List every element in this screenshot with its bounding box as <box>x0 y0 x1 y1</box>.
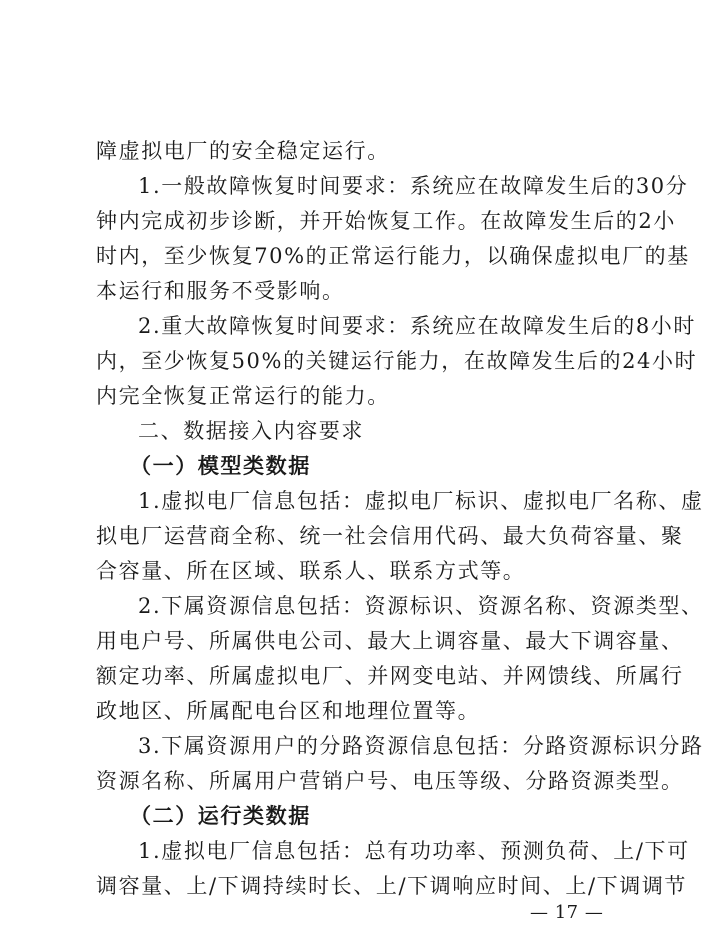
text-line-13: 合容量、所在区域、联系人、联系方式等。 <box>96 559 526 583</box>
text-line-1: 障虚拟电厂的安全稳定运行。 <box>96 139 390 163</box>
text-line-12: 拟电厂运营商全称、统一社会信用代码、最大负荷容量、聚 <box>96 524 684 548</box>
subsection-heading-model-data: （一）模型类数据 <box>130 453 311 478</box>
text-line-5: 本运行和服务不受影响。 <box>96 279 345 303</box>
page-number: — 17 — <box>530 902 604 923</box>
section-heading-data-access: 二、数据接入内容要求 <box>138 419 364 443</box>
text-line-19: 资源名称、所属用户营销户号、电压等级、分路资源类型。 <box>96 769 684 793</box>
text-line-8: 内完全恢复正常运行的能力。 <box>96 384 390 408</box>
text-line-11: 1.虚拟电厂信息包括：虚拟电厂标识、虚拟电厂名称、虚 <box>138 489 704 513</box>
text-line-2: 1.一般故障恢复时间要求：系统应在故障发生后的30分 <box>138 174 689 198</box>
text-line-3: 钟内完成初步诊断，并开始恢复工作。在故障发生后的2小 <box>96 209 676 233</box>
text-line-15: 用电户号、所属供电公司、最大上调容量、最大下调容量、 <box>96 629 684 653</box>
subsection-heading-operation-data: （二）运行类数据 <box>130 803 311 828</box>
text-line-16: 额定功率、所属虚拟电厂、并网变电站、并网馈线、所属行 <box>96 664 684 688</box>
text-line-17: 政地区、所属配电台区和地理位置等。 <box>96 699 481 723</box>
text-line-7: 内，至少恢复50%的关键运行能力，在故障发生后的24小时 <box>96 349 698 373</box>
text-line-18: 3.下属资源用户的分路资源信息包括：分路资源标识分路 <box>138 734 704 758</box>
text-line-21: 1.虚拟电厂信息包括：总有功功率、预测负荷、上/下可 <box>138 839 690 863</box>
text-line-22: 调容量、上/下调持续时长、上/下调响应时间、上/下调调节 <box>96 874 688 898</box>
text-line-14: 2.下属资源信息包括：资源标识、资源名称、资源类型、 <box>138 594 704 618</box>
text-line-6: 2.重大故障恢复时间要求：系统应在故障发生后的8小时 <box>138 314 696 338</box>
text-line-4: 时内，至少恢复70%的正常运行能力，以确保虚拟电厂的基 <box>96 244 690 268</box>
